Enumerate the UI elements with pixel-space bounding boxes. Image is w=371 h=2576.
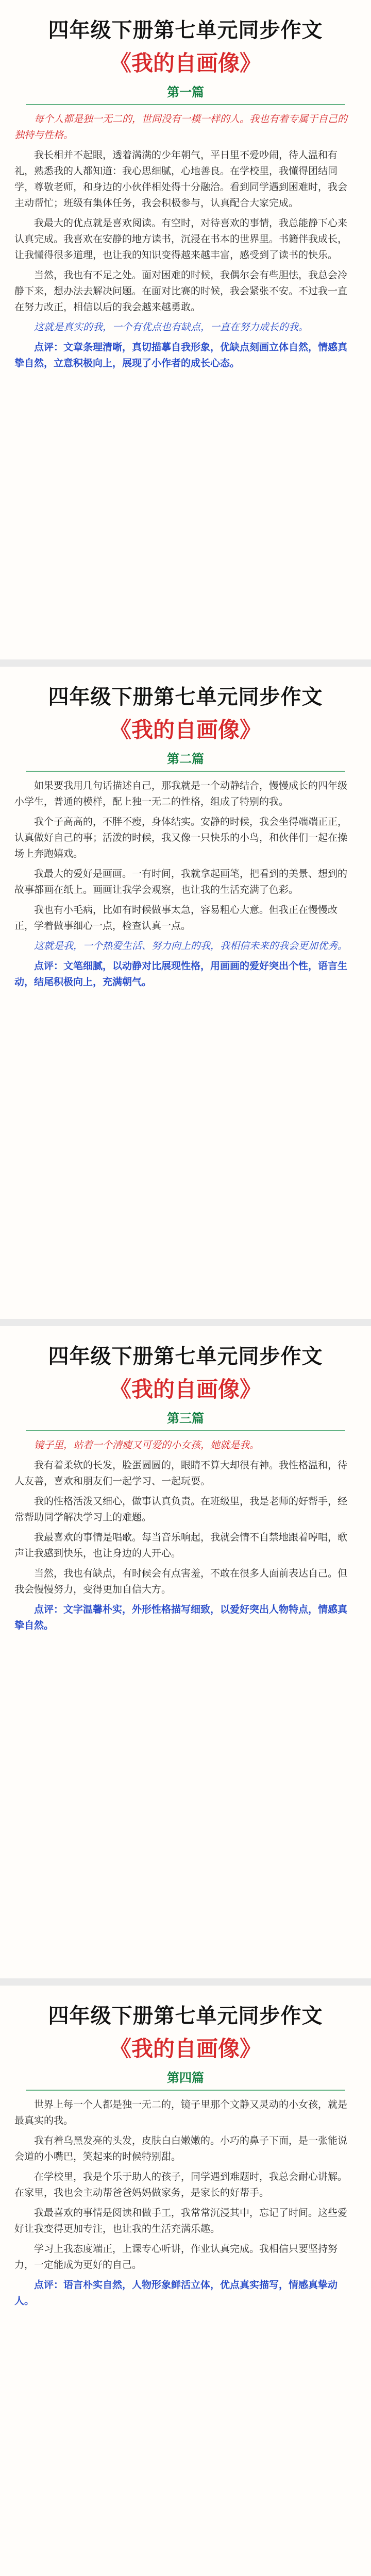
essay-body — [0, 772, 371, 990]
essay-paragraph: 当然，我也有不足之处。面对困难的时候，我偶尔会有些胆怯，我总会冷静下来，想办法去解决问题。在面对比赛的时候，我会紧张不安。不过我一直在努力改正，相信以后的我会越来越勇敢。 — [14, 269, 348, 313]
essay-paragraph: 学习上我态度端正，上课专心听讲，作业认真完成。我相信只要坚持努力，一定能成为更好的自己。 — [14, 2243, 338, 2270]
grade-title: 四年级下册第七单元同步作文 — [48, 2004, 323, 2028]
essay-paragraph: 如果要我用几句话描述自己，那我就是一个动静结合，慢慢成长的四年级小学生，普通的模样，配上独一无二的性格，组成了特别的我。 — [14, 780, 348, 807]
section-header — [0, 667, 371, 772]
essay-paragraph: 我长相并不起眼，透着满满的少年朝气，平日里不爱吵闹，待人温和有礼，熟悉我的人都知道：我心思细腻，心地善良。在学校里，我懂得团结同学，尊敬老师，和身边的小伙伴相处得十分融洽。看到同学遇到困难时，我会主动帮忙；班级有集体任务，我会积极参与，认真配合大家完成。 — [14, 149, 348, 209]
essay-number: 第二篇 — [167, 752, 204, 766]
essay-paragraph: 这就是我，一个热爱生活、努力向上的我，我相信未来的我会更加优秀。 — [34, 940, 348, 952]
essay-section-4 — [0, 1978, 371, 2576]
commentary-paragraph: 点评：文笔细腻，以动静对比展现性格，用画画的爱好突出个性，语言生动，结尾积极向上，充满朝气。 — [14, 960, 348, 988]
essay-title: 《我的自画像》 — [109, 1377, 261, 1402]
essay-paragraph: 我有着乌黑发亮的头发，皮肤白白嫩嫩的。小巧的鼻子下面，是一张能说会道的小嘴巴，笑起来的时候特别甜。 — [14, 2135, 348, 2162]
essay-paragraph: 我最大的爱好是画画。一有时间，我就拿起画笔，把看到的美景、想到的故事都画在纸上。画画让我学会观察，也让我的生活充满了色彩。 — [14, 868, 348, 895]
essay-paragraph: 在学校里，我是个乐于助人的孩子，同学遇到难题时，我总会耐心讲解。在家里，我也会主动帮爸爸妈妈做家务，是家长的好帮手。 — [14, 2171, 348, 2198]
essay-paragraph: 我最喜欢的事情是阅读和做手工，我常常沉浸其中，忘记了时间。这些爱好让我变得更加专注，也让我的生活充满乐趣。 — [14, 2207, 348, 2234]
divider — [26, 771, 345, 772]
essay-paragraph: 我最喜欢的事情是唱歌。每当音乐响起，我就会情不自禁地跟着哼唱，歌声让我感到快乐，也让身边的人开心。 — [14, 1532, 348, 1559]
essay-body — [0, 2091, 371, 2309]
divider — [26, 2090, 345, 2091]
essay-paragraph: 世界上每一个人都是独一无二的，镜子里那个文静又灵动的小女孩，就是最真实的我。 — [14, 2099, 348, 2126]
essay-number: 第一篇 — [167, 85, 204, 99]
grade-title: 四年级下册第七单元同步作文 — [48, 19, 323, 42]
essay-title: 《我的自画像》 — [109, 50, 261, 76]
essay-paragraph: 我个子高高的，不胖不瘦，身体结实。安静的时候，我会坐得端端正正，认真做好自己的事；活泼的时候，我又像一只快乐的小鸟，和伙伴们一起在操场上奔跑嬉戏。 — [14, 816, 348, 859]
essay-paragraph: 镜子里，站着一个清瘦又可爱的小女孩，她就是我。 — [34, 1439, 260, 1451]
section-header — [0, 1986, 371, 2091]
section-header — [0, 0, 371, 105]
essay-section-3 — [0, 1319, 371, 1978]
section-header — [0, 1326, 371, 1431]
essay-paragraph: 这就是真实的我，一个有优点也有缺点，一直在努力成长的我。 — [34, 321, 309, 333]
essay-section-1 — [0, 0, 371, 659]
divider — [26, 104, 345, 105]
essay-title: 《我的自画像》 — [109, 2036, 261, 2061]
grade-title: 四年级下册第七单元同步作文 — [48, 685, 323, 709]
grade-title: 四年级下册第七单元同步作文 — [48, 1345, 323, 1368]
commentary-paragraph: 点评：文章条理清晰，真切描摹自我形象，优缺点刻画立体自然，情感真挚自然，立意积极向上，展现了小作者的成长心态。 — [14, 342, 348, 369]
essay-paragraph: 我的性格活泼又细心，做事认真负责。在班级里，我是老师的好帮手，经常帮助同学解决学习上的难题。 — [14, 1496, 348, 1523]
essay-section-2 — [0, 659, 371, 1319]
essay-paragraph: 每个人都是独一无二的，世间没有一模一样的人。我也有着专属于自己的独特与性格。 — [14, 113, 348, 141]
essay-body — [0, 1431, 371, 1634]
essay-paragraph: 当然，我也有缺点，有时候会有点害羞，不敢在很多人面前表达自己。但我会慢慢努力，变得更加自信大方。 — [14, 1568, 348, 1595]
commentary-paragraph: 点评：语言朴实自然，人物形象鲜活立体，优点真实描写，情感真挚动人。 — [14, 2279, 338, 2307]
essay-body — [0, 105, 371, 371]
essay-title: 《我的自画像》 — [109, 717, 261, 742]
divider — [26, 1430, 345, 1431]
essay-paragraph: 我最大的优点就是喜欢阅读。有空时，对待喜欢的事情，我总能静下心来认真完成。我喜欢在安静的地方读书，沉浸在书本的世界里。书籍伴我成长，让我懂得很多道理，也让我的知识变得越来越丰富，感受到了读书的快乐。 — [14, 217, 348, 261]
essay-paragraph: 我有着柔软的长发，脸蛋圆圆的，眼睛不算大却很有神。我性格温和，待人友善，喜欢和朋友们一起学习、一起玩耍。 — [14, 1460, 348, 1487]
essay-number: 第四篇 — [167, 2071, 204, 2085]
essay-paragraph: 我也有小毛病，比如有时候做事太急，容易粗心大意。但我正在慢慢改正，学着做事细心一点，检查认真一点。 — [14, 904, 338, 931]
commentary-paragraph: 点评：文字温馨朴实，外形性格描写细致，以爱好突出人物特点，情感真挚自然。 — [14, 1604, 348, 1631]
essay-number: 第三篇 — [167, 1411, 204, 1426]
